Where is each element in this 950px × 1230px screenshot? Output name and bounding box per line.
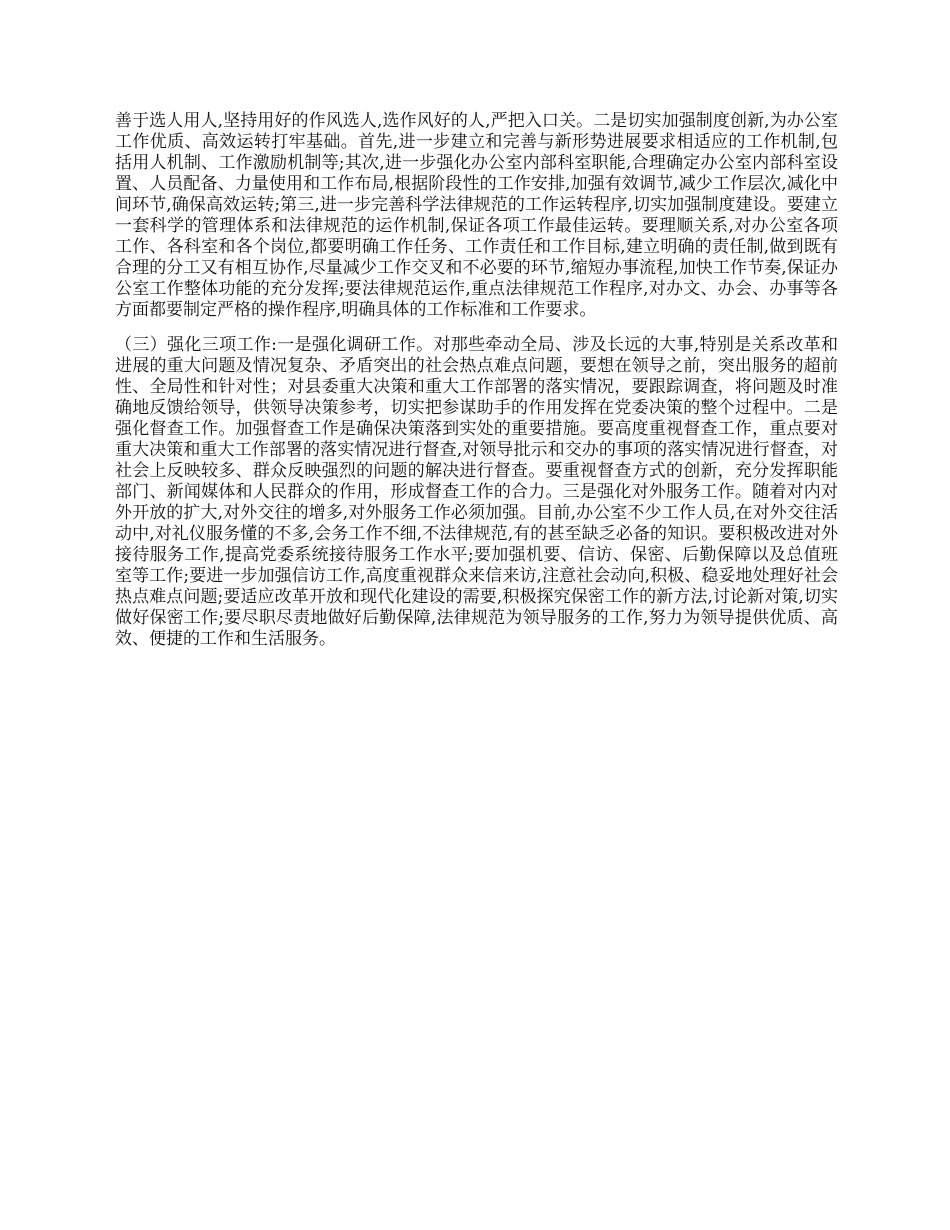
- paragraph-three-tasks: （三）强化三项工作:一是强化调研工作。对那些牵动全局、涉及长远的大事,特别是关系改革和进展的重大问题及情况复杂、矛盾突出的社会热点难点问题，要想在领导之前，突出服务的超前性、全局性和针对性；对县委重大决策和重大工作部署的落实情况，要跟踪调查，将问题及时准确地反馈给领导，供领导决策参考，切实把参谋助手的作用发挥在党委决策的整个过程中。二是强化督查工作。加强督查工作是确保决策落到实处的重要措施。要高度重视督查工作，重点要对重大决策和重大工作部署的落实情况进行督查,对领导批示和交办的事项的落实情况进行督查，对社会上反映较多、群众反映强烈的问题的解决进行督查。要重视督查方式的创新，充分发挥职能部门、新闻媒体和人民群众的作用，形成督查工作的合力。三是强化对外服务工作。随着对内对外开放的扩大,对外交往的增多,对外服务工作必须加强。目前,办公室不少工作人员,在对外交往活动中,对礼仪服务懂的不多,会务工作不细,不法律规范,有的甚至缺乏必备的知识。要积极改进对外接待服务工作,提高党委系统接待服务工作水平;要加强机要、信访、保密、后勤保障以及总值班室等工作;要进一步加强信访工作,高度重视群众来信来访,注意社会动向,积极、稳妥地处理好社会热点难点问题;要适应改革开放和现代化建设的需要,积极探究保密工作的新方法,讨论新对策,切实做好保密工作;要尽职尽责地做好后勤保障,法律规范为领导服务的工作,努力为领导提供优质、高效、便捷的工作和生活服务。: [115, 335, 838, 649]
- paragraph-institution-building: 善于选人用人,坚持用好的作风选人,选作风好的人,严把入口关。二是切实加强制度创新,为办公室工作优质、高效运转打牢基础。首先,进一步建立和完善与新形势进展要求相适应的工作机制,包括用人机制、工作激励机制等;其次,进一步强化办公室内部科室职能,合理确定办公室内部科室设置、人员配备、力量使用和工作布局,根据阶段性的工作安排,加强有效调节,减少工作层次,减化中间环节,确保高效运转;第三,进一步完善科学法律规范的工作运转程序,切实加强制度建设。要建立一套科学的管理体系和法律规范的运作机制,保证各项工作最佳运转。要理顺关系,对办公室各项工作、各科室和各个岗位,都要明确工作任务、工作责任和工作目标,建立明确的责任制,做到既有合理的分工又有相互协作,尽量减少工作交叉和不必要的环节,缩短办事流程,加快工作节奏,保证办公室工作整体功能的充分发挥;要法律规范运作,重点法律规范工作程序,对办文、办会、办事等各方面都要制定严格的操作程序,明确具体的工作标准和工作要求。: [115, 111, 838, 320]
- document-body: [115, 111, 838, 650]
